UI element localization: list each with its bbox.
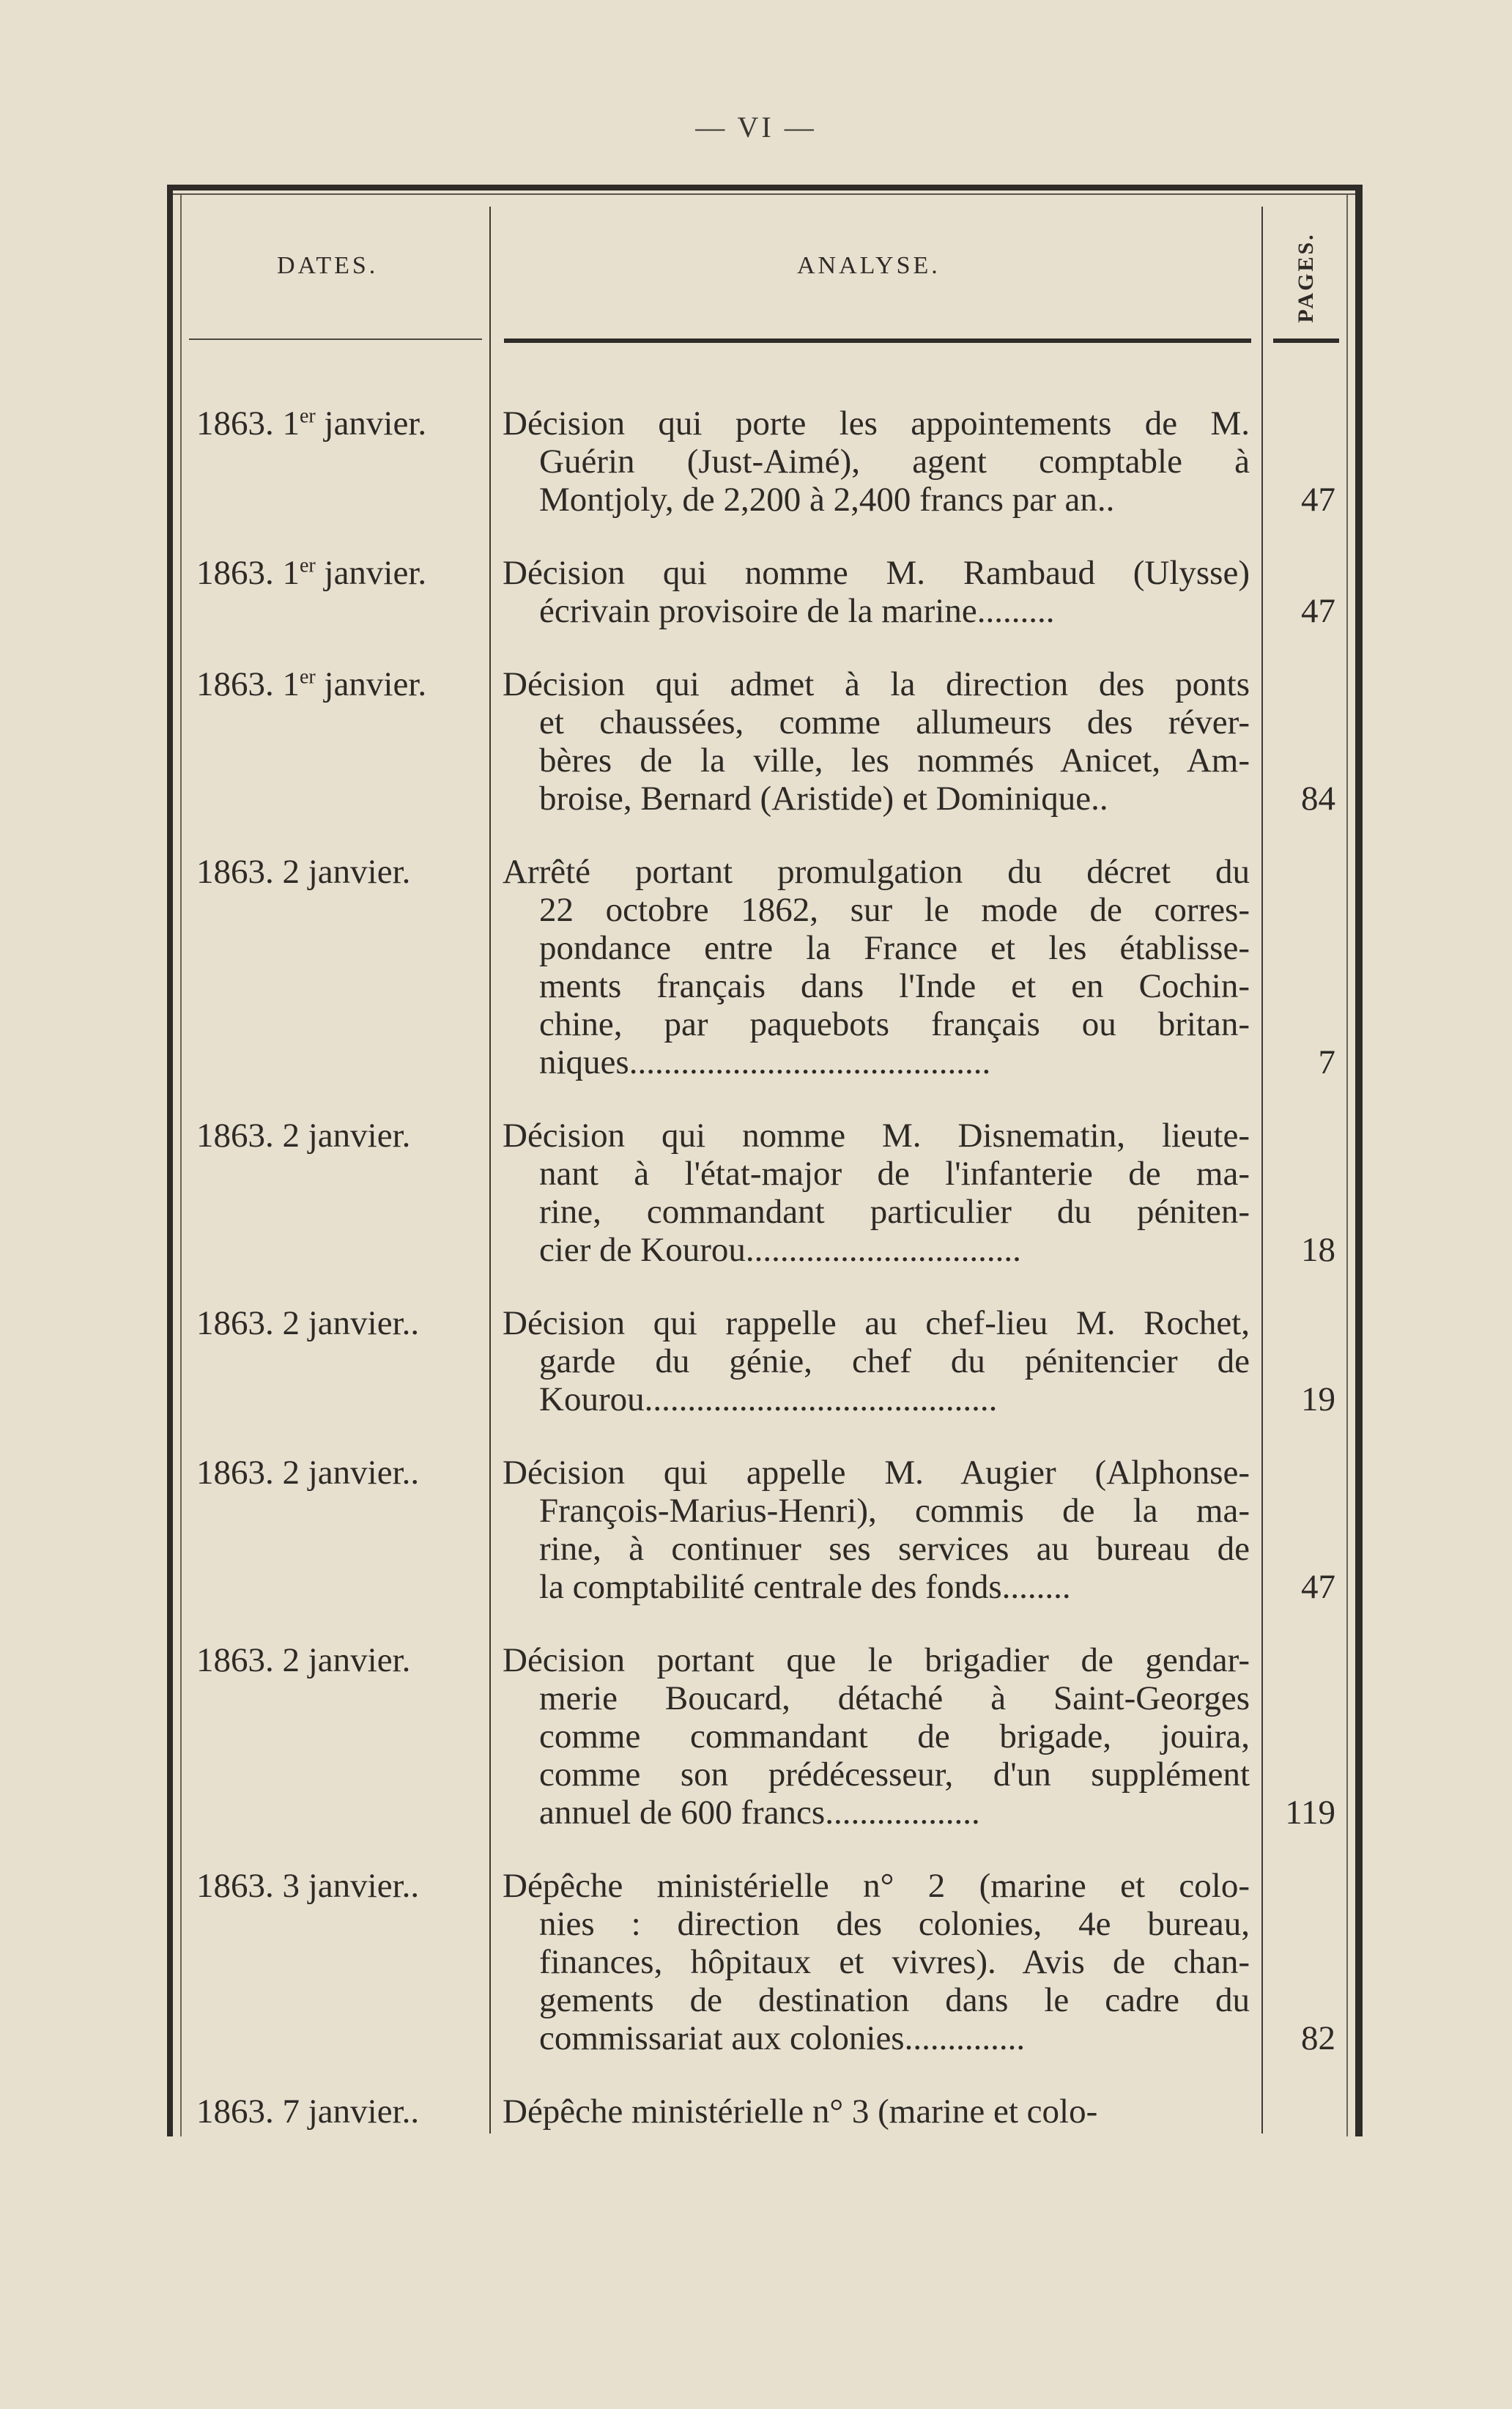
analysis-line: la comptabilité centrale des fonds........ [539,1568,1071,1606]
entry-date-sup: er [300,554,316,577]
entry-analysis [503,665,1250,818]
analysis-line: Décision portant que le brigadier de gendar- [503,1641,1250,1679]
analysis-line: comme commandant de brigade, jouira, [539,1717,1250,1755]
entry-page-number: 119 [1285,1794,1335,1832]
header-analyse: ANALYSE. [797,252,941,279]
analysis-line: gements de destination dans le cadre du [539,1981,1250,2019]
analysis-line: Décision qui appelle M. Augier (Alphonse- [503,1454,1250,1492]
header-rule-dates [189,338,482,340]
top-rule-thin [167,193,1363,195]
entry-page-number: 18 [1301,1231,1335,1269]
right-border-thin [1346,195,1348,2136]
page-number: — VI — [695,111,817,144]
entry-analysis [503,1304,1250,1418]
analysis-line: comme son prédécesseur, d'un supplément [539,1755,1250,1794]
analysis-line: 22 octobre 1862, sur le mode de corres- [539,891,1250,929]
entry-analysis [503,1867,1250,2057]
entry-date-main: 1863. 2 janvier. [196,853,411,891]
entry-page-number: 82 [1301,2019,1335,2057]
entry-page-number: 47 [1301,592,1335,630]
entry-analysis [503,1454,1250,1606]
analysis-line: niques.......................................... [539,1043,991,1081]
analysis-line: Guérin (Just-Aimé), agent comptable à [539,443,1250,481]
analysis-line: commissariat aux colonies.............. [539,2019,1026,2057]
entry-date [196,2092,486,2131]
analysis-line: annuel de 600 francs.................. [539,1794,980,1832]
analysis-line: nies : direction des colonies, 4e bureau, [539,1905,1250,1943]
analysis-line: cier de Kourou................................ [539,1231,1021,1269]
column-divider-pages [1261,207,1263,2134]
entry-date-main: 1863. 3 janvier.. [196,1867,420,1905]
analysis-line: bères de la ville, les nommés Anicet, Am- [539,741,1250,780]
header-pages: PAGES. [1294,232,1318,323]
entry-date-tail: janvier. [315,404,427,443]
entry-page-number: 84 [1301,780,1335,818]
analysis-line: Décision qui nomme M. Disnematin, lieute- [503,1117,1250,1155]
analysis-line: finances, hôpitaux et vivres). Avis de chan- [539,1943,1250,1981]
entry-date [196,1304,486,1342]
analysis-line: Décision qui porte les appointements de M. [503,404,1250,443]
entry-date-main: 1863. 2 janvier.. [196,1454,420,1492]
entry-analysis [503,404,1250,519]
column-divider-dates [489,207,491,2134]
analysis-line: Dépêche ministérielle n° 2 (marine et colo- [503,1867,1250,1905]
entry-page-number: 47 [1301,481,1335,519]
analysis-line: Décision qui rappelle au chef-lieu M. Rochet, [503,1304,1250,1342]
entry-date-sup: er [300,404,316,428]
entry-date-tail: janvier. [315,665,427,703]
entry-date-sup: er [300,665,316,689]
entry-analysis [503,554,1250,630]
analysis-line: pondance entre la France et les établisse- [539,929,1250,967]
top-rule [167,185,1363,190]
header-dates: DATES. [277,252,379,279]
entry-date [196,1867,486,1905]
analysis-line: broise, Bernard (Aristide) et Dominique.. [539,780,1108,818]
header-rule-pages [1273,338,1339,343]
analysis-line: Kourou......................................... [539,1380,998,1418]
analysis-line: et chaussées, comme allumeurs des réver- [539,703,1250,741]
entry-date-main: 1863. 1 [196,404,300,443]
analysis-line: nant à l'état-major de l'infanterie de ma- [539,1155,1250,1193]
entry-date [196,1117,486,1155]
analysis-line: chine, par paquebots français ou britan- [539,1005,1250,1043]
entry-date [196,1454,486,1492]
entry-date [196,404,486,443]
entry-analysis [503,2092,1250,2131]
entry-date [196,665,486,703]
analysis-line: rine, à continuer ses services au bureau de [539,1530,1250,1568]
left-border [167,185,173,2136]
entry-date-main: 1863. 1 [196,665,300,703]
entry-date-main: 1863. 2 janvier. [196,1117,411,1155]
entry-date [196,554,486,592]
entry-analysis [503,1117,1250,1269]
right-border [1355,185,1363,2136]
analysis-line: Dépêche ministérielle n° 3 (marine et colo- [503,2092,1098,2131]
analysis-line: merie Boucard, détaché à Saint-Georges [539,1679,1250,1717]
entry-date [196,853,486,891]
analysis-line: Décision qui nomme M. Rambaud (Ulysse) [503,554,1250,592]
entry-date-main: 1863. 2 janvier.. [196,1304,420,1342]
entry-page-number: 47 [1301,1568,1335,1606]
analysis-line: écrivain provisoire de la marine......... [539,592,1055,630]
analysis-line: ments français dans l'Inde et en Cochin- [539,967,1250,1005]
analysis-line: garde du génie, chef du pénitencier de [539,1342,1250,1380]
index-table [167,185,1363,2136]
analysis-line: Montjoly, de 2,200 à 2,400 francs par an.. [539,481,1115,519]
entry-date-main: 1863. 2 janvier. [196,1641,411,1679]
analysis-line: rine, commandant particulier du péniten- [539,1193,1250,1231]
entry-page-number: 19 [1301,1380,1335,1418]
entry-date-main: 1863. 7 janvier.. [196,2092,420,2131]
entry-analysis [503,853,1250,1081]
entry-date-main: 1863. 1 [196,554,300,592]
analysis-line: François-Marius-Henri), commis de la ma- [539,1492,1250,1530]
entry-date-tail: janvier. [315,554,427,592]
analysis-line: Arrêté portant promulgation du décret du [503,853,1250,891]
entry-page-number: 7 [1318,1043,1335,1081]
analysis-line: Décision qui admet à la direction des ponts [503,665,1250,703]
header-rule-analyse [504,338,1251,343]
entry-date [196,1641,486,1679]
entry-analysis [503,1641,1250,1832]
left-border-thin [180,195,182,2136]
